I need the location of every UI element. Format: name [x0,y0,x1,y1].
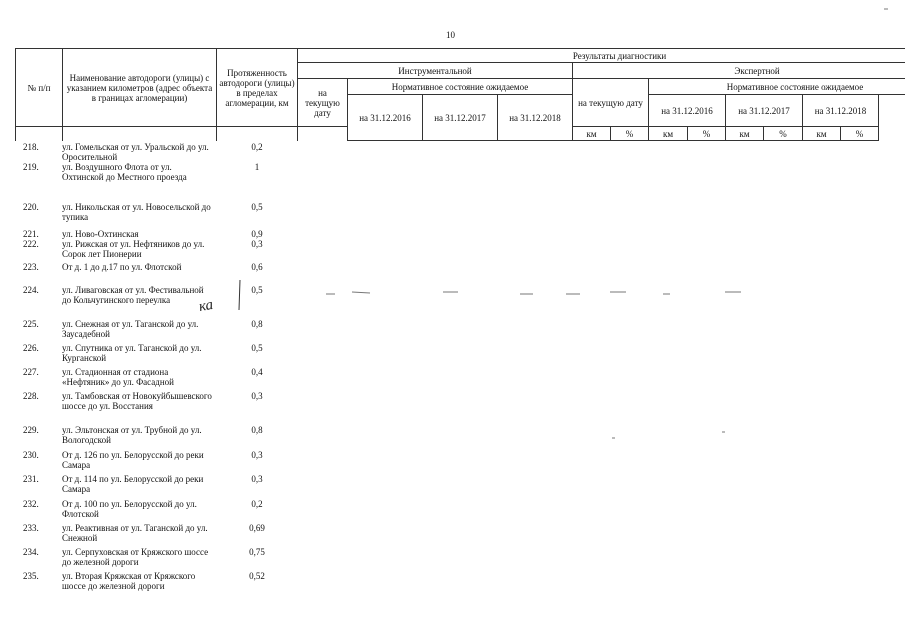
row-road-name: ул. Серпуховская от Кряжского шоссе до железной дороги [62,547,209,567]
row-number: 231. [23,474,39,484]
row-number: 220. [23,202,39,212]
row-length: 0,8 [251,319,263,329]
col-header-expert-2016: на 31.12.2016 [649,95,726,127]
row-road-name: ул. Спутника от ул. Таганской до ул. Курганской [62,343,202,363]
col-header-expert-2018: на 31.12.2018 [803,95,879,127]
row-number: 229. [23,425,39,435]
row-length: 0,69 [249,523,265,533]
unit-percent: % [764,127,803,141]
row-number: 226. [23,343,39,353]
row-number: 224. [23,285,39,295]
row-road-name: От д. 100 по ул. Белорусской до ул. Флотской [62,499,197,519]
row-number: 233. [23,523,39,533]
row-number: 232. [23,499,39,509]
row-road-name: ул. Эльтонская от ул. Трубной до ул. Вологодской [62,425,202,445]
row-number: 225. [23,319,39,329]
row-road-name: ул. Гомельская от ул. Уральской до ул. Оросительной [62,142,209,162]
col-header-expert: Экспертной [573,63,905,79]
row-number: 228. [23,391,39,401]
row-road-name: От д. 1 до д.17 по ул. Флотской [62,262,182,272]
row-length: 0,5 [251,285,263,295]
unit-percent: % [841,127,879,141]
unit-percent: % [688,127,726,141]
row-road-name: ул. Вторая Кряжская от Кряжского шоссе до железной дороги [62,571,196,591]
row-number: 230. [23,450,39,460]
row-number: 235. [23,571,39,581]
row-number: 223. [23,262,39,272]
row-road-name: ул. Ново-Охтинская [62,229,139,239]
row-length: 0,5 [251,202,263,212]
row-length: 0,8 [251,425,263,435]
row-number: 221. [23,229,39,239]
col-header-instrumental: Инструментальной [298,63,573,79]
col-header-length: Протяженность автодороги (улицы) в пределах агломерации, км [217,49,298,127]
col-header-expert-normative: Нормативное состояние ожидаемое [649,79,905,95]
row-length: 0,3 [251,239,263,249]
row-number: 218. [23,142,39,152]
row-length: 0,4 [251,367,263,377]
row-length: 0,3 [251,450,263,460]
row-length: 0,5 [251,343,263,353]
row-number: 227. [23,367,39,377]
col-header-instr-2018: на 31.12.2018 [498,95,573,141]
col-header-road-name: Наименование автодороги (улицы) с указанием километров (адрес объекта в границах агломерации) [63,49,217,127]
row-length: 0,52 [249,571,265,581]
unit-km: км [649,127,688,141]
row-number: 234. [23,547,39,557]
col-header-expert-2017: на 31.12.2017 [726,95,803,127]
row-road-name: От д. 114 по ул. Белорусской до реки Самара [62,474,204,494]
handwritten-mark: ка [197,296,215,316]
col-header-results: Результаты диагностики [298,49,905,63]
unit-km: км [803,127,841,141]
row-number: 222. [23,239,39,249]
page-number: 10 [446,30,455,40]
row-length: 0,2 [251,142,263,152]
col-header-instr-normative: Нормативное состояние ожидаемое [348,79,573,95]
row-road-name: ул. Воздушного Флота от ул. Охтинской до Местного проезда [62,162,187,182]
row-road-name: ул. Реактивная от ул. Таганской до ул. Снежной [62,523,208,543]
col-header-number: № п/п [16,49,63,127]
row-length: 1 [254,162,260,172]
row-length: 0,3 [251,474,263,484]
row-road-name: ул. Тамбовская от Новокуйбышевского шоссе до ул. Восстания [62,391,212,411]
col-header-instr-2016: на 31.12.2016 [348,95,423,141]
col-header-instr-2017: на 31.12.2017 [423,95,498,141]
row-road-name: От д. 126 по ул. Белорусской до реки Самара [62,450,204,470]
row-length: 0,2 [251,499,263,509]
row-length: 0,75 [249,547,265,557]
row-length: 0,3 [251,391,263,401]
unit-percent: % [611,127,649,141]
row-road-name: ул. Стадионная от стадиона «Нефтяник» до ул. Фасадной [62,367,174,387]
row-road-name: ул. Ливаговская от ул. Фестивальной до Кольчугинского переулка [62,285,204,305]
row-road-name: ул. Никольская от ул. Новосельской до тупика [62,202,211,222]
unit-km: км [573,127,611,141]
row-road-name: ул. Рижская от ул. Нефтяников до ул. Сорок лет Пионерии [62,239,205,259]
row-road-name: ул. Снежная от ул. Таганской до ул. Заусадебной [62,319,199,339]
row-number: 219. [23,162,39,172]
row-length: 0,6 [251,262,263,272]
row-length: 0,9 [251,229,263,239]
col-header-instr-current: на текущую дату [298,79,348,127]
col-header-expert-current: на текущую дату [573,79,649,127]
unit-km: км [726,127,764,141]
